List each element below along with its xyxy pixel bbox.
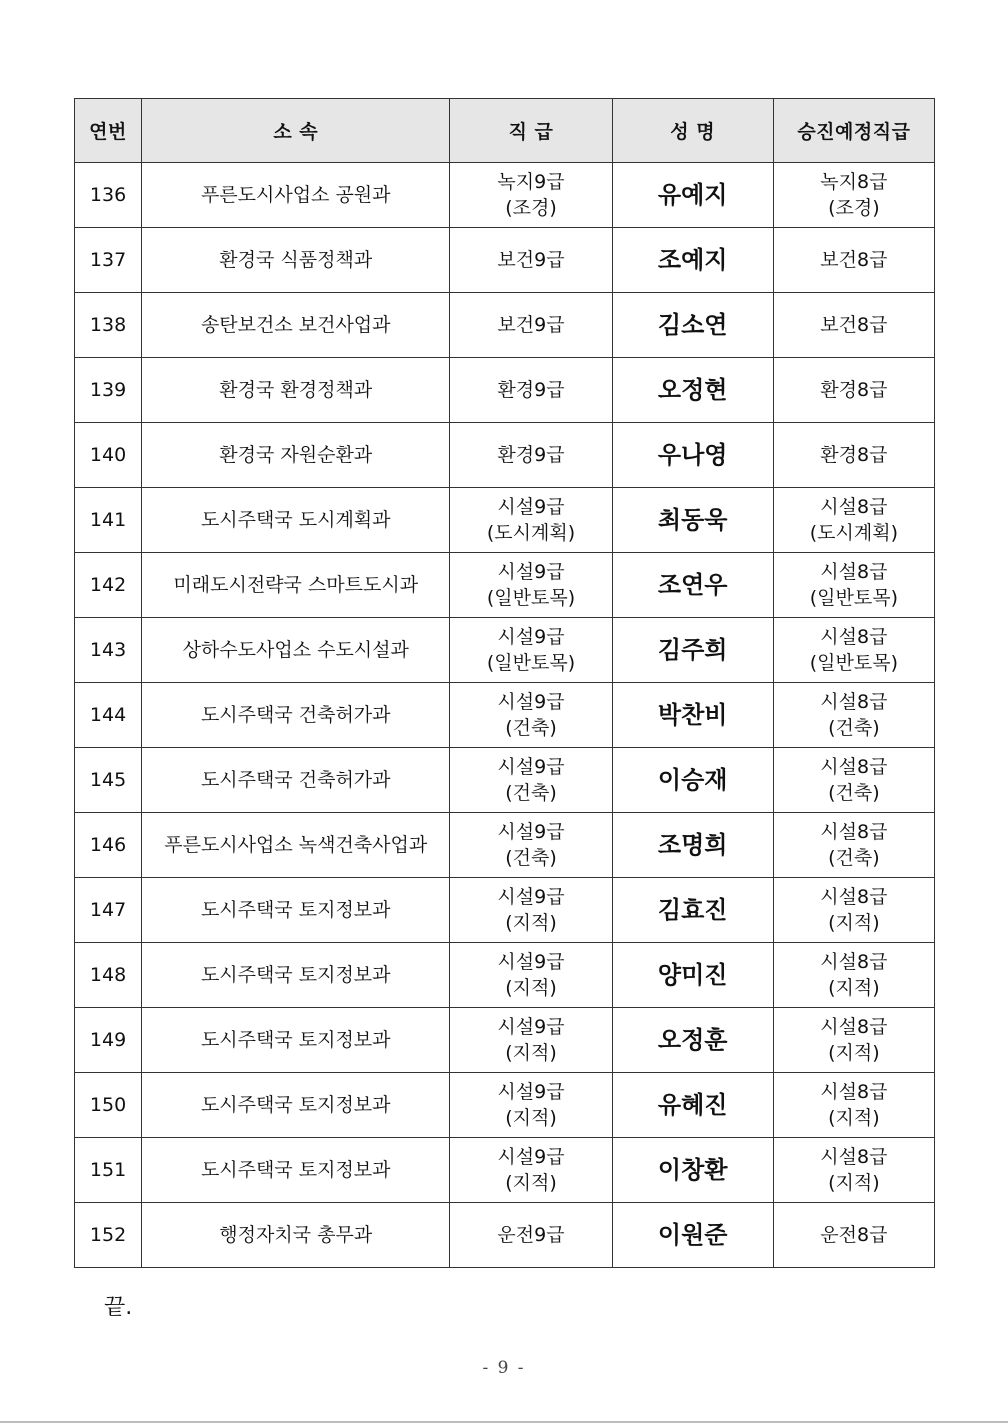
cell-department: 도시주택국 토지정보과 [142,1138,450,1203]
cell-name: 오정훈 [612,1008,773,1073]
cell-current-rank [450,358,612,423]
cell-promotion-rank-grade: 시설8급 [820,561,888,583]
cell-current-rank-series: (건축) [505,717,557,739]
cell-name: 오정현 [612,358,773,423]
cell-name: 최동욱 [612,488,773,553]
cell-serial-number: 137 [75,228,142,293]
cell-current-rank [450,1138,612,1203]
cell-department: 송탄보건소 보건사업과 [142,293,450,358]
cell-promotion-rank [773,878,934,943]
cell-current-rank-grade: 시설9급 [497,886,565,908]
cell-serial-number: 150 [75,1073,142,1138]
cell-promotion-rank-series: (지적) [828,977,880,999]
cell-promotion-rank-series: (건축) [828,717,880,739]
cell-serial-number: 143 [75,618,142,683]
cell-promotion-rank-grade: 시설8급 [820,691,888,713]
cell-department: 도시주택국 건축허가과 [142,683,450,748]
cell-promotion-rank-series: (조경) [828,197,880,219]
cell-current-rank-grade: 녹지9급 [497,171,565,193]
cell-promotion-rank [773,163,934,228]
table-row [75,683,935,748]
table-row [75,748,935,813]
cell-current-rank-series: (건축) [505,782,557,804]
cell-promotion-rank-grade: 녹지8급 [820,171,888,193]
cell-department: 푸른도시사업소 공원과 [142,163,450,228]
table-row [75,1073,935,1138]
cell-serial-number: 142 [75,553,142,618]
cell-current-rank-grade: 시설9급 [497,496,565,518]
cell-department: 환경국 환경정책과 [142,358,450,423]
cell-promotion-rank-grade: 보건8급 [820,314,888,336]
cell-promotion-rank [773,553,934,618]
cell-promotion-rank-grade: 시설8급 [820,886,888,908]
cell-promotion-rank-series: (지적) [828,1107,880,1129]
cell-current-rank [450,813,612,878]
cell-current-rank-grade: 환경9급 [497,379,565,401]
cell-current-rank [450,293,612,358]
cell-current-rank-grade: 시설9급 [497,951,565,973]
cell-promotion-rank-grade: 환경8급 [820,444,888,466]
header-serial-number: 연번 [75,99,142,163]
cell-promotion-rank-series: (일반토목) [809,652,898,674]
cell-name: 조연우 [612,553,773,618]
cell-promotion-rank-series: (일반토목) [809,587,898,609]
cell-current-rank-grade: 시설9급 [497,1016,565,1038]
promotion-roster-table [74,98,935,1268]
page-bottom-rule [0,1421,1008,1423]
cell-current-rank-series: (지적) [505,1107,557,1129]
cell-promotion-rank-series: (지적) [828,1042,880,1064]
table-row [75,228,935,293]
cell-promotion-rank-series: (지적) [828,912,880,934]
cell-serial-number: 140 [75,423,142,488]
cell-department: 미래도시전략국 스마트도시과 [142,553,450,618]
cell-current-rank [450,1203,612,1268]
cell-department: 도시주택국 토지정보과 [142,878,450,943]
cell-department: 도시주택국 토지정보과 [142,943,450,1008]
table-row [75,423,935,488]
cell-current-rank-series: (조경) [505,197,557,219]
end-mark: 끝. [104,1295,133,1320]
cell-serial-number: 148 [75,943,142,1008]
cell-current-rank-grade: 시설9급 [497,626,565,648]
table-body [75,163,935,1268]
cell-name: 유예지 [612,163,773,228]
cell-current-rank-grade: 환경9급 [497,444,565,466]
cell-current-rank-grade: 시설9급 [497,821,565,843]
cell-current-rank-grade: 운전9급 [497,1224,565,1246]
cell-current-rank-series: (일반토목) [486,587,576,609]
cell-current-rank-series: (지적) [505,977,557,999]
cell-current-rank [450,163,612,228]
table-row [75,813,935,878]
cell-promotion-rank-grade: 시설8급 [820,821,888,843]
cell-current-rank [450,748,612,813]
cell-current-rank-grade: 시설9급 [497,561,565,583]
cell-current-rank [450,488,612,553]
cell-promotion-rank [773,1203,934,1268]
table-row [75,553,935,618]
cell-name: 유혜진 [612,1073,773,1138]
cell-current-rank [450,683,612,748]
cell-serial-number: 139 [75,358,142,423]
table-row [75,293,935,358]
cell-department: 상하수도사업소 수도시설과 [142,618,450,683]
cell-promotion-rank-series: (건축) [828,782,880,804]
cell-promotion-rank [773,618,934,683]
cell-current-rank-grade: 시설9급 [497,756,565,778]
cell-current-rank [450,1008,612,1073]
cell-promotion-rank [773,423,934,488]
cell-current-rank-series: (지적) [505,1172,557,1194]
table-header-row [75,99,935,163]
table-row [75,1203,935,1268]
cell-current-rank [450,423,612,488]
cell-name: 양미진 [612,943,773,1008]
cell-promotion-rank [773,488,934,553]
header-name: 성 명 [612,99,773,163]
cell-department: 도시주택국 토지정보과 [142,1008,450,1073]
cell-current-rank-grade: 보건9급 [497,249,565,271]
cell-current-rank-series: (지적) [505,912,557,934]
cell-current-rank [450,943,612,1008]
cell-current-rank [450,618,612,683]
cell-promotion-rank [773,1138,934,1203]
cell-current-rank-grade: 보건9급 [497,314,565,336]
cell-promotion-rank [773,813,934,878]
cell-serial-number: 147 [75,878,142,943]
cell-promotion-rank [773,943,934,1008]
cell-promotion-rank-grade: 환경8급 [820,379,888,401]
cell-promotion-rank [773,293,934,358]
cell-serial-number: 141 [75,488,142,553]
cell-name: 이원준 [612,1203,773,1268]
cell-name: 우나영 [612,423,773,488]
cell-promotion-rank-grade: 시설8급 [820,1016,888,1038]
cell-serial-number: 138 [75,293,142,358]
table-row [75,1008,935,1073]
cell-department: 푸른도시사업소 녹색건축사업과 [142,813,450,878]
cell-name: 이승재 [612,748,773,813]
cell-serial-number: 151 [75,1138,142,1203]
header-promotion-rank: 승진예정직급 [773,99,934,163]
table-row [75,358,935,423]
page-number: - 9 - [482,1358,526,1378]
cell-name: 김주희 [612,618,773,683]
cell-promotion-rank-series: (지적) [828,1172,880,1194]
cell-current-rank [450,553,612,618]
cell-name: 조명희 [612,813,773,878]
cell-current-rank [450,228,612,293]
cell-promotion-rank-grade: 보건8급 [820,249,888,271]
cell-promotion-rank [773,228,934,293]
cell-department: 환경국 자원순환과 [142,423,450,488]
cell-current-rank-grade: 시설9급 [497,691,565,713]
cell-name: 김소연 [612,293,773,358]
cell-department: 도시주택국 도시계획과 [142,488,450,553]
table-row [75,488,935,553]
cell-department: 행정자치국 총무과 [142,1203,450,1268]
cell-promotion-rank [773,683,934,748]
cell-promotion-rank-series: (건축) [828,847,880,869]
cell-serial-number: 144 [75,683,142,748]
cell-current-rank-series: (일반토목) [486,652,576,674]
header-department: 소 속 [142,99,450,163]
cell-department: 환경국 식품정책과 [142,228,450,293]
cell-serial-number: 149 [75,1008,142,1073]
table-row [75,618,935,683]
table-row [75,163,935,228]
cell-department: 도시주택국 토지정보과 [142,1073,450,1138]
cell-serial-number: 146 [75,813,142,878]
cell-promotion-rank-grade: 운전8급 [820,1224,888,1246]
table-row [75,1138,935,1203]
cell-name: 조예지 [612,228,773,293]
cell-promotion-rank [773,1073,934,1138]
cell-promotion-rank-grade: 시설8급 [820,951,888,973]
cell-promotion-rank-grade: 시설8급 [820,626,888,648]
table-row [75,878,935,943]
cell-current-rank-series: (지적) [505,1042,557,1064]
cell-name: 이창환 [612,1138,773,1203]
cell-serial-number: 145 [75,748,142,813]
cell-current-rank [450,878,612,943]
cell-serial-number: 136 [75,163,142,228]
cell-current-rank-series: (도시계획) [486,522,576,544]
cell-promotion-rank [773,748,934,813]
cell-promotion-rank-grade: 시설8급 [820,756,888,778]
cell-promotion-rank-grade: 시설8급 [820,496,888,518]
cell-current-rank-series: (건축) [505,847,557,869]
cell-serial-number: 152 [75,1203,142,1268]
cell-promotion-rank [773,358,934,423]
cell-name: 박찬비 [612,683,773,748]
cell-current-rank [450,1073,612,1138]
header-current-rank: 직 급 [450,99,612,163]
cell-current-rank-grade: 시설9급 [497,1146,565,1168]
cell-department: 도시주택국 건축허가과 [142,748,450,813]
cell-promotion-rank-grade: 시설8급 [820,1081,888,1103]
cell-promotion-rank-grade: 시설8급 [820,1146,888,1168]
table-row [75,943,935,1008]
cell-promotion-rank-series: (도시계획) [809,522,898,544]
cell-name: 김효진 [612,878,773,943]
cell-promotion-rank [773,1008,934,1073]
cell-current-rank-grade: 시설9급 [497,1081,565,1103]
